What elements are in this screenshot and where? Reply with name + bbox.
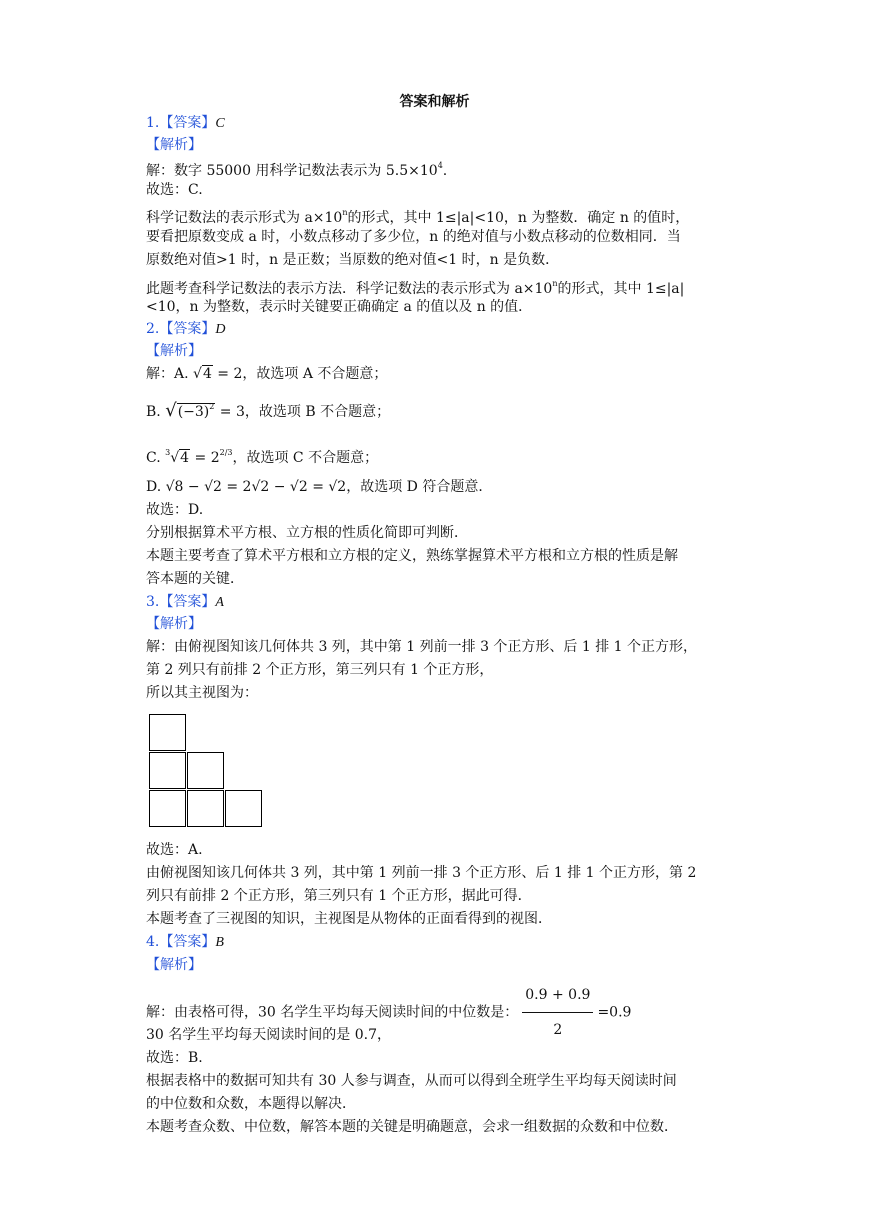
q3-analysis-tag: 【解析】 (146, 616, 202, 632)
front-view-square (187, 790, 224, 827)
q4-answer-header: 4.【答案】B (146, 934, 224, 950)
q4-solution-2: 30 名学生平均每天阅读时间的是 0.7， (146, 1027, 391, 1043)
q1-explanation-1: 科学记数法的表示形式为 $a\times 10^n$的形式，其中 1≤|a|<10，n 为整数．确定 n 的值时， (146, 208, 690, 226)
median-fraction: $\frac{0.9 + 0.9}{2}$ (522, 978, 593, 1047)
q1-summary-2: <10，n 为整数，表示时关键要正确确定 a 的值以及 n 的值． (146, 299, 533, 315)
q1-answer-header: 1.【答案】C (146, 115, 225, 131)
front-view-square (225, 790, 262, 827)
q3-answer: A (215, 595, 224, 610)
q1-analysis-tag: 【解析】 (146, 137, 202, 153)
q4-answer: B (215, 935, 224, 950)
q3-answer-header: 3.【答案】A (146, 594, 224, 610)
front-view-square (149, 714, 186, 751)
q3-explanation-1: 由俯视图知该几何体共 3 列，其中第 1 列前一排 3 个正方形、后 1 排 1 个正方形，第 2 (146, 865, 697, 881)
q2-answer: D (215, 322, 226, 337)
q2-explanation-3: 答本题的关键． (146, 571, 244, 587)
q3-explanation-2: 列只有前排 2 个正方形，第三列只有 1 个正方形，据此可得． (146, 888, 532, 904)
q3-solution-3: 所以其主视图为： (146, 685, 258, 701)
q2-option-c: C. $^3√4 = 2^{2/3}$，故选项 C 不合题意； (146, 448, 379, 466)
q4-solution-1: 解：由表格可得，30 名学生平均每天阅读时间的中位数是： $\frac{0.9 + 0.9}{2}$ =0.9 (146, 978, 631, 1047)
q4-analysis-tag: 【解析】 (146, 957, 202, 973)
front-view-square (149, 790, 186, 827)
q2-option-b: B. $√(-3)^2 = 3$，故选项 B 不合题意； (146, 400, 391, 421)
q1-summary-1: 此题考查科学记数法的表示方法．科学记数法的表示形式为 $a\times 10^n$的形式，其中 1≤|a| (146, 279, 685, 297)
q1-explanation-3: 原数绝对值>1 时，n 是正数；当原数的绝对值<1 时，n 是负数． (146, 252, 560, 268)
q1-solution: 解：数字 55000 用科学记数法表示为 $5.5\times 10^4$. (146, 161, 448, 179)
q2-explanation-1: 分别根据算术平方根、立方根的性质化简即可判断． (146, 525, 468, 541)
page-title: 答案和解析 (399, 94, 470, 110)
q4-explanation-1: 根据表格中的数据可知共有 30 人参与调查，从而可以得到全班学生平均每天阅读时间 (146, 1073, 677, 1089)
q4-explanation-2: 的中位数和众数，本题得以解决． (146, 1096, 356, 1112)
q1-answer: C (215, 116, 225, 131)
front-view-square (149, 752, 186, 789)
q2-choose: 故选：D. (146, 502, 204, 518)
q2-analysis-tag: 【解析】 (146, 343, 202, 359)
front-view-diagram (149, 714, 264, 829)
front-view-square (187, 752, 224, 789)
q3-explanation-3: 本题考查了三视图的知识，主视图是从物体的正面看得到的视图． (146, 911, 552, 927)
q3-solution-2: 第 2 列只有前排 2 个正方形，第三列只有 1 个正方形， (146, 662, 494, 678)
q3-solution-1: 解：由俯视图知该几何体共 3 列，其中第 1 列前一排 3 个正方形、后 1 排 1 个正方形， (146, 639, 698, 655)
q2-option-a: 解：A. √4 = 2，故选项 A 不合题意； (146, 366, 388, 382)
q4-choose: 故选：B. (146, 1050, 203, 1066)
q4-explanation-3: 本题考查众数、中位数，解答本题的关键是明确题意，会求一组数据的众数和中位数． (146, 1119, 678, 1135)
q2-option-d: D. √8 − √2 = 2√2 − √2 = √2，故选项 D 符合题意． (146, 479, 493, 495)
q3-choose: 故选：A. (146, 842, 203, 858)
q1-explanation-2: 要看把原数变成 a 时，小数点移动了多少位，n 的绝对值与小数点移动的位数相同．当 (146, 229, 681, 245)
q1-choose: 故选：C. (146, 182, 203, 198)
q2-explanation-2: 本题主要考查了算术平方根和立方根的定义，熟练掌握算术平方根和立方根的性质是解 (146, 548, 678, 564)
q2-answer-header: 2.【答案】D (146, 321, 226, 337)
